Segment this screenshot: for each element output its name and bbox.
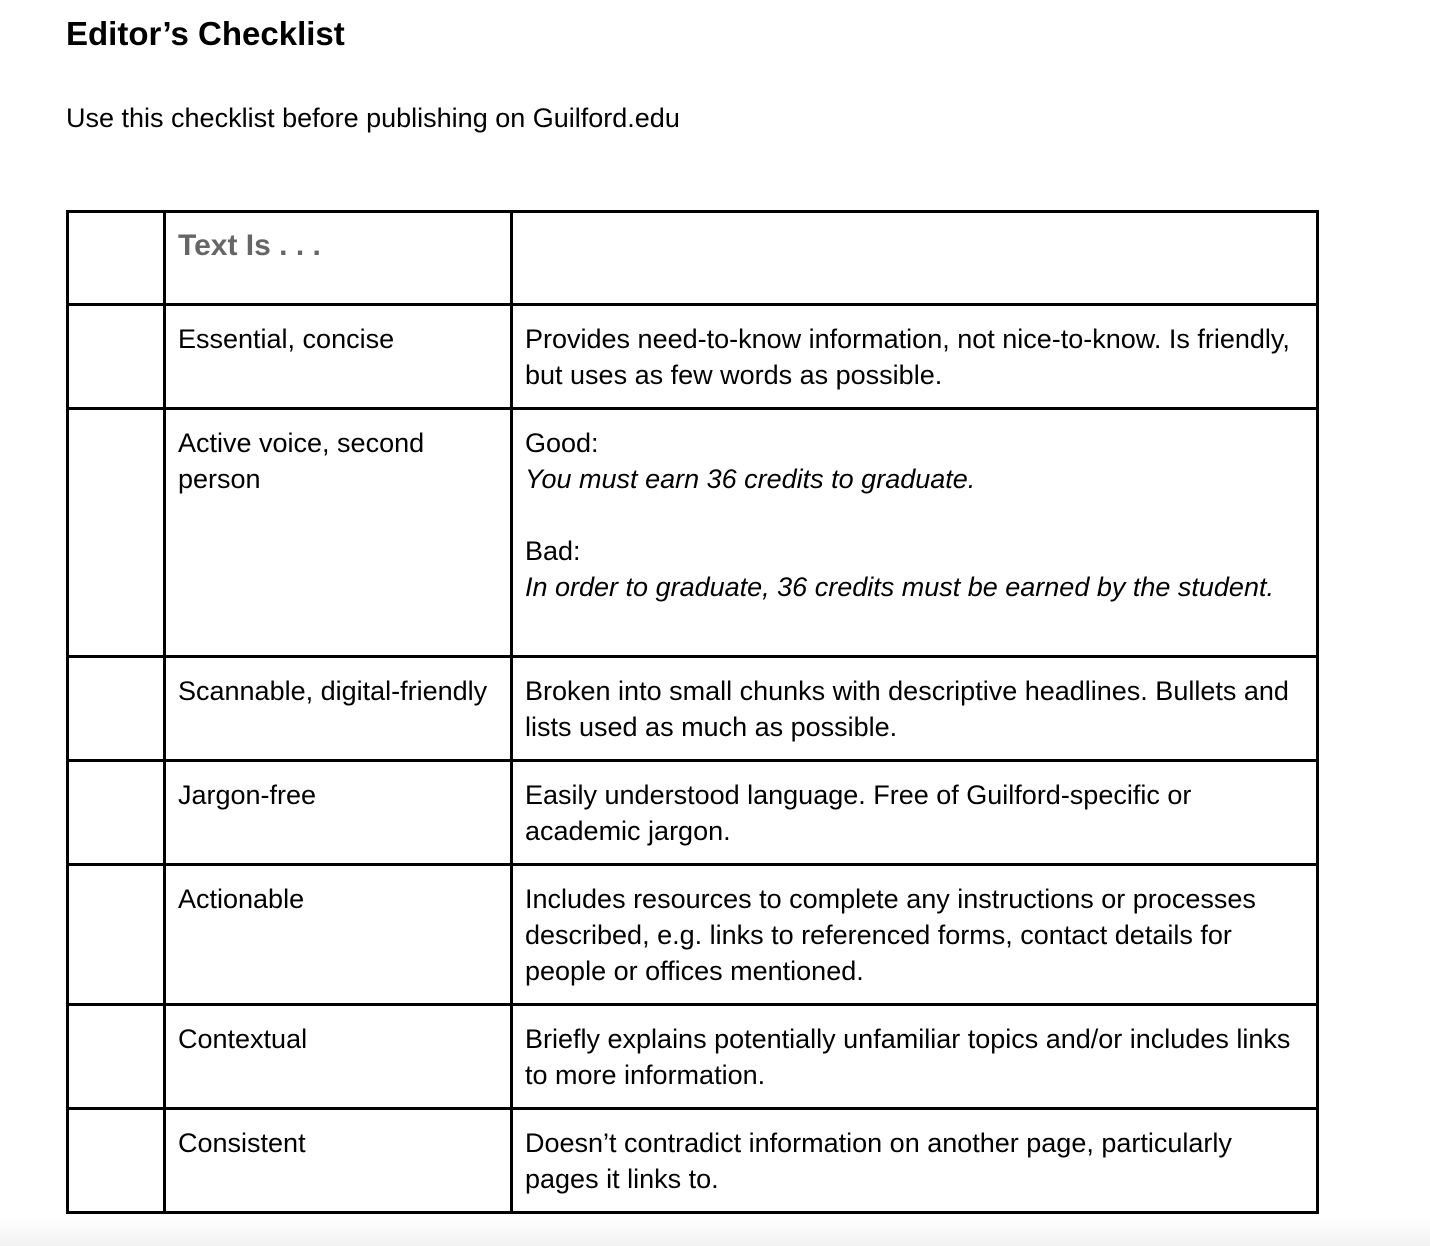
checkbox-cell[interactable]	[68, 1109, 165, 1213]
check-column-header	[68, 212, 165, 305]
description-cell: Provides need-to-know information, not nice-to-know. Is friendly, but uses as few words as possible.	[512, 305, 1318, 409]
table-row	[68, 865, 1318, 1005]
table-row	[68, 409, 1318, 657]
table-header-row	[68, 212, 1318, 305]
bad-label: Bad:	[525, 536, 581, 566]
description-cell: Easily understood language. Free of Guilford-specific or academic jargon.	[512, 761, 1318, 865]
quality-cell: Active voice, second person	[165, 409, 512, 657]
quality-cell: Jargon-free	[165, 761, 512, 865]
quality-cell: Actionable	[165, 865, 512, 1005]
description-cell: Briefly explains potentially unfamiliar topics and/or includes links to more information.	[512, 1005, 1318, 1109]
checkbox-cell[interactable]	[68, 305, 165, 409]
document-intro: Use this checklist before publishing on Guilford.edu	[66, 103, 680, 133]
quality-cell: Contextual	[165, 1005, 512, 1109]
description-column-header	[512, 212, 1318, 305]
text-is-label: Text Is . . .	[178, 229, 321, 262]
description-cell: Broken into small chunks with descriptive headlines. Bullets and lists used as much as possible.	[512, 657, 1318, 761]
description-cell: Includes resources to complete any instructions or processes described, e.g. links to referenced forms, contact details for people or offices mentioned.	[512, 865, 1318, 1005]
description-cell	[512, 409, 1318, 657]
quality-column-header	[165, 212, 512, 305]
good-example: You must earn 36 credits to graduate.	[525, 464, 976, 494]
bad-example: In order to graduate, 36 credits must be earned by the student.	[525, 572, 1274, 602]
quality-cell: Scannable, digital-friendly	[165, 657, 512, 761]
checkbox-cell[interactable]	[68, 761, 165, 865]
editors-checklist-table	[66, 210, 1319, 1214]
checkbox-cell[interactable]	[68, 1005, 165, 1109]
good-label: Good:	[525, 428, 599, 458]
quality-cell: Essential, concise	[165, 305, 512, 409]
table-row	[68, 1005, 1318, 1109]
page-bottom-shadow	[0, 1218, 1430, 1246]
table-row	[68, 1109, 1318, 1213]
document-title: Editor’s Checklist	[66, 15, 345, 52]
table-row	[68, 657, 1318, 761]
quality-cell: Consistent	[165, 1109, 512, 1213]
table-row	[68, 305, 1318, 409]
description-cell: Doesn’t contradict information on another page, particularly pages it links to.	[512, 1109, 1318, 1213]
table-row	[68, 761, 1318, 865]
checkbox-cell[interactable]	[68, 865, 165, 1005]
checkbox-cell[interactable]	[68, 409, 165, 657]
checkbox-cell[interactable]	[68, 657, 165, 761]
spacer	[525, 497, 1304, 533]
